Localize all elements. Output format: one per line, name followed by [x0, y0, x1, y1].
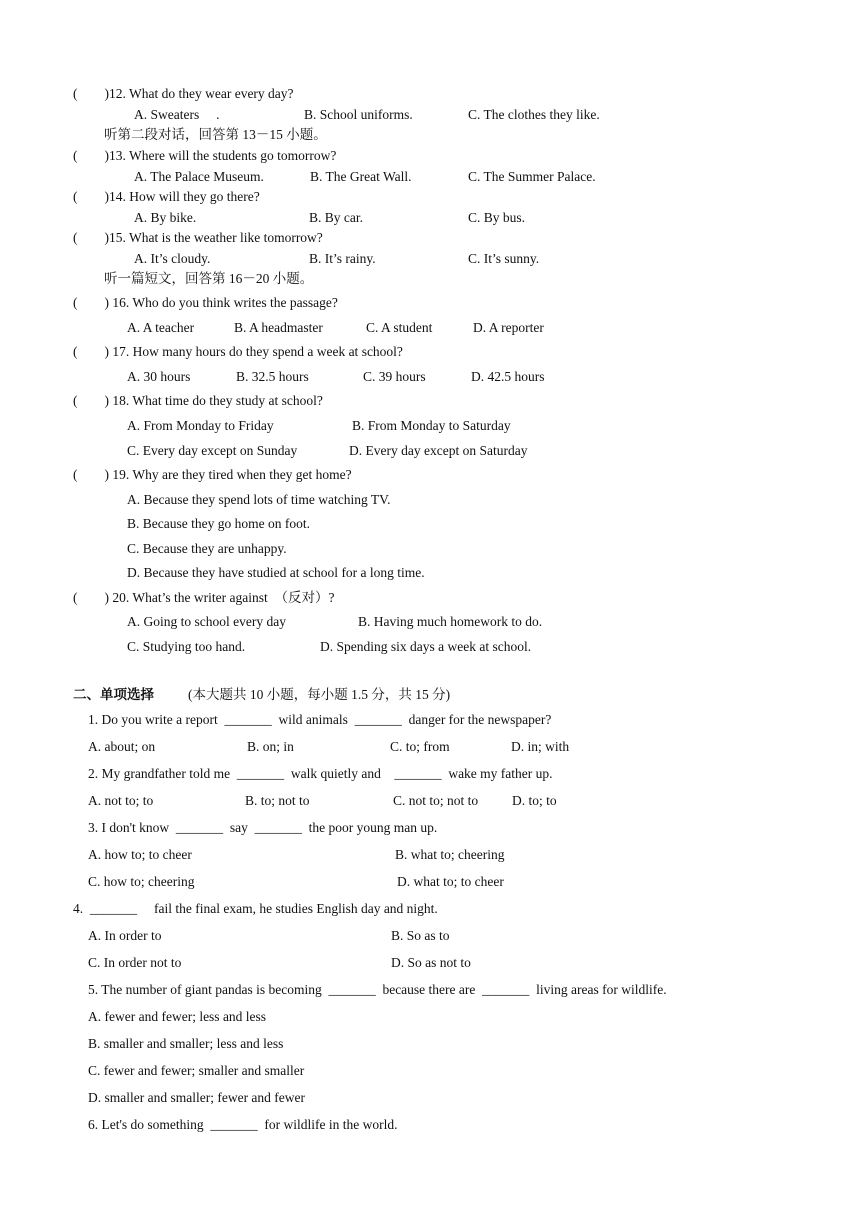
q14-option-b: B. By car. — [309, 210, 363, 225]
question-15: ( )15. What is the weather like tomorrow? — [73, 230, 323, 245]
q13-option-b: B. The Great Wall. — [310, 169, 412, 184]
choice-q3-option-a: A. how to; to cheer — [88, 847, 192, 862]
q12-option-b: B. School uniforms. — [304, 107, 413, 122]
choice-q4-option-d: D. So as not to — [391, 955, 471, 970]
question-20: ( ) 20. What’s the writer against （反对）? — [73, 590, 335, 605]
choice-q3-option-d: D. what to; to cheer — [397, 874, 504, 889]
choice-q4-option-c: C. In order not to — [88, 955, 182, 970]
q12-option-a: A. Sweaters . — [134, 107, 220, 122]
question-16: ( ) 16. Who do you think writes the passage? — [73, 295, 338, 310]
q14-option-c: C. By bus. — [468, 210, 526, 225]
choice-q5-option-c: C. fewer and fewer; smaller and smaller — [88, 1063, 305, 1078]
q19-option-d: D. Because they have studied at school for a long time. — [127, 565, 425, 580]
choice-q1-option-a: A. about; on — [88, 739, 156, 754]
q17-option-d: D. 42.5 hours — [471, 369, 545, 384]
q16-option-a: A. A teacher — [127, 320, 195, 335]
choice-question-5: 5. The number of giant pandas is becoming _______ because there are _______ living areas for wildlife. — [88, 982, 667, 997]
q15-option-b: B. It’s rainy. — [309, 251, 376, 266]
choice-q2-option-c: C. not to; not to — [393, 793, 479, 808]
q20-option-d: D. Spending six days a week at school. — [320, 639, 532, 654]
choice-question-1: 1. Do you write a report _______ wild animals _______ danger for the newspaper? — [88, 712, 552, 727]
choice-q1-option-c: C. to; from — [390, 739, 450, 754]
q12-option-c: C. The clothes they like. — [468, 107, 600, 122]
q13-option-a: A. The Palace Museum. — [134, 169, 264, 184]
q17-option-a: A. 30 hours — [127, 369, 191, 384]
q15-option-c: C. It’s sunny. — [468, 251, 540, 266]
q17-option-c: C. 39 hours — [363, 369, 426, 384]
choice-q3-option-c: C. how to; cheering — [88, 874, 195, 889]
q14-option-a: A. By bike. — [134, 210, 197, 225]
choice-q3-option-b: B. what to; cheering — [395, 847, 505, 862]
q17-option-b: B. 32.5 hours — [236, 369, 309, 384]
q16-option-b: B. A headmaster — [234, 320, 323, 335]
q19-option-a: A. Because they spend lots of time watching TV. — [127, 492, 391, 507]
choice-q4-option-a: A. In order to — [88, 928, 162, 943]
section-instruction-16-20: 听一篇短文，回答第 16－20 小题。 — [104, 271, 314, 286]
question-12: ( )12. What do they wear every day? — [73, 86, 294, 101]
q16-option-c: C. A student — [366, 320, 433, 335]
question-14: ( )14. How will they go there? — [73, 189, 260, 204]
choice-q2-option-d: D. to; to — [512, 793, 557, 808]
q18-option-a: A. From Monday to Friday — [127, 418, 274, 433]
q20-option-b: B. Having much homework to do. — [358, 614, 543, 629]
question-19: ( ) 19. Why are they tired when they get home? — [73, 467, 352, 482]
q18-option-c: C. Every day except on Sunday — [127, 443, 298, 458]
q15-option-a: A. It’s cloudy. — [134, 251, 211, 266]
question-17: ( ) 17. How many hours do they spend a week at school? — [73, 344, 403, 359]
choice-q2-option-a: A. not to; to — [88, 793, 154, 808]
question-18: ( ) 18. What time do they study at school? — [73, 393, 323, 408]
section-2-title: 二、单项选择 — [73, 687, 154, 702]
section-2-subtitle: (本大题共 10 小题，每小题 1.5 分，共 15 分) — [188, 687, 451, 702]
q18-option-d: D. Every day except on Saturday — [349, 443, 528, 458]
q19-option-c: C. Because they are unhappy. — [127, 541, 287, 556]
choice-q2-option-b: B. to; not to — [245, 793, 310, 808]
choice-q5-option-a: A. fewer and fewer; less and less — [88, 1009, 267, 1024]
section-instruction-13-15: 听第二段对话，回答第 13－15 小题。 — [104, 127, 327, 142]
choice-q1-option-b: B. on; in — [247, 739, 294, 754]
question-13: ( )13. Where will the students go tomorrow? — [73, 148, 337, 163]
choice-question-3: 3. I don't know _______ say _______ the poor young man up. — [88, 820, 438, 835]
q16-option-d: D. A reporter — [473, 320, 544, 335]
q20-option-a: A. Going to school every day — [127, 614, 286, 629]
q19-option-b: B. Because they go home on foot. — [127, 516, 310, 531]
choice-q5-option-d: D. smaller and smaller; fewer and fewer — [88, 1090, 306, 1105]
q20-option-c: C. Studying too hand. — [127, 639, 246, 654]
choice-q1-option-d: D. in; with — [511, 739, 570, 754]
choice-question-6: 6. Let's do something _______ for wildlife in the world. — [88, 1117, 398, 1132]
choice-q4-option-b: B. So as to — [391, 928, 450, 943]
choice-question-4: 4. _______ fail the final exam, he studies English day and night. — [73, 901, 438, 916]
q18-option-b: B. From Monday to Saturday — [352, 418, 511, 433]
q13-option-c: C. The Summer Palace. — [468, 169, 596, 184]
choice-question-2: 2. My grandfather told me _______ walk quietly and _______ wake my father up. — [88, 766, 553, 781]
choice-q5-option-b: B. smaller and smaller; less and less — [88, 1036, 284, 1051]
